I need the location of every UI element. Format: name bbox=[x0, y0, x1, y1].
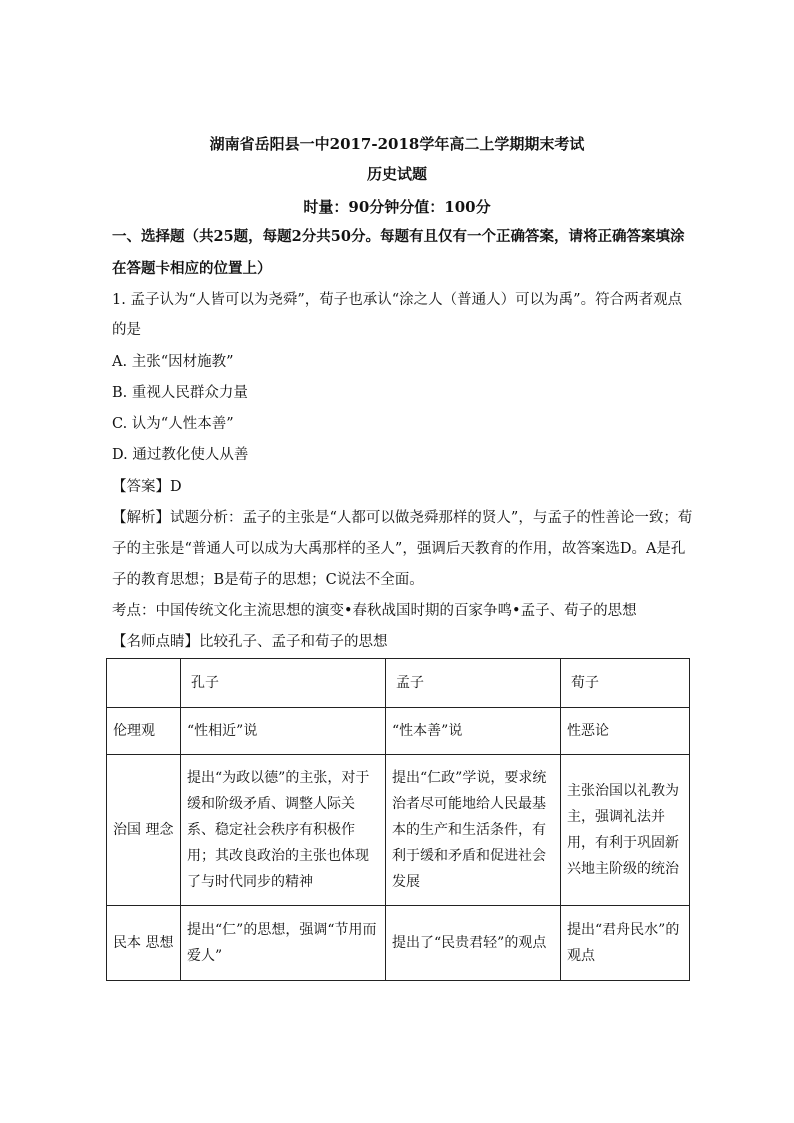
row-label: 民本 思想 bbox=[107, 906, 181, 981]
table-row bbox=[107, 708, 690, 755]
section-heading-line2: 在答题卡相应的位置上） bbox=[112, 260, 272, 277]
table-header-cell: 孔子 bbox=[181, 659, 386, 708]
table-cell: “性相近”说 bbox=[181, 708, 386, 755]
table-row bbox=[107, 906, 690, 981]
table-cell: 提出“仁政”学说，要求统治者尽可能地给人民最基本的生产和生活条件，有利于缓和矛盾和促进社会发展 bbox=[386, 755, 561, 906]
exam-title: 湖南省岳阳县一中2017-2018学年高二上学期期末考试 bbox=[209, 135, 585, 153]
teacher-tip-line: 【名师点睛】比较孔子、孟子和荀子的思想 bbox=[112, 634, 388, 650]
table-header-cell: 荀子 bbox=[561, 659, 690, 708]
row-label: 治国 理念 bbox=[107, 755, 181, 906]
table-cell: 提出“仁”的思想，强调“节用而爱人” bbox=[181, 906, 386, 981]
option-d: D. 通过教化使人从善 bbox=[112, 447, 249, 463]
option-c: C. 认为“人性本善” bbox=[112, 416, 234, 432]
section-heading-line1: 一、选择题（共25题，每题2分共50分。每题有且仅有一个正确答案，请将正确答案填涂 bbox=[112, 228, 685, 245]
analysis-line3: 子的教育思想；B是荀子的思想；C说法不全面。 bbox=[112, 572, 424, 588]
analysis-line1: 【解析】试题分析：孟子的主张是“人都可以做尧舜那样的贤人”，与孟子的性善论一致；荀 bbox=[112, 510, 693, 526]
table-cell: 性恶论 bbox=[561, 708, 690, 755]
table-cell: “性本善”说 bbox=[386, 708, 561, 755]
option-b: B. 重视人民群众力量 bbox=[112, 385, 248, 401]
answer-line: 【答案】D bbox=[112, 479, 182, 495]
table-cell: 主张治国以礼教为主，强调礼法并用，有利于巩固新兴地主阶级的统治 bbox=[561, 755, 690, 906]
table-header-cell: 孟子 bbox=[386, 659, 561, 708]
table-header-row bbox=[107, 659, 690, 708]
comparison-table bbox=[106, 658, 690, 981]
option-a: A. 主张“因材施教” bbox=[112, 354, 234, 370]
question-stem-line2: 的是 bbox=[112, 322, 141, 338]
table-cell: 提出“君舟民水”的观点 bbox=[561, 906, 690, 981]
question-stem-line1: 1. 孟子认为“人皆可以为尧舜”，荀子也承认“涂之人（普通人）可以为禹”。符合两者观点 bbox=[112, 292, 683, 308]
table-cell: 提出了“民贵君轻”的观点 bbox=[386, 906, 561, 981]
table-header-cell bbox=[107, 659, 181, 708]
exam-meta: 时量：90分钟分值：100分 bbox=[303, 198, 491, 216]
table-cell: 提出“为政以德”的主张，对于缓和阶级矛盾、调整人际关系、稳定社会秩序有积极作用；其改良政治的主张也体现了与时代同步的精神 bbox=[181, 755, 386, 906]
kaodian-line: 考点：中国传统文化主流思想的演变•春秋战国时期的百家争鸣•孟子、荀子的思想 bbox=[112, 603, 637, 619]
table-row bbox=[107, 755, 690, 906]
row-label: 伦理观 bbox=[107, 708, 181, 755]
analysis-line2: 子的主张是“普通人可以成为大禹那样的圣人”，强调后天教育的作用，故答案选D。A是孔 bbox=[112, 541, 686, 557]
exam-subject: 历史试题 bbox=[366, 165, 427, 183]
